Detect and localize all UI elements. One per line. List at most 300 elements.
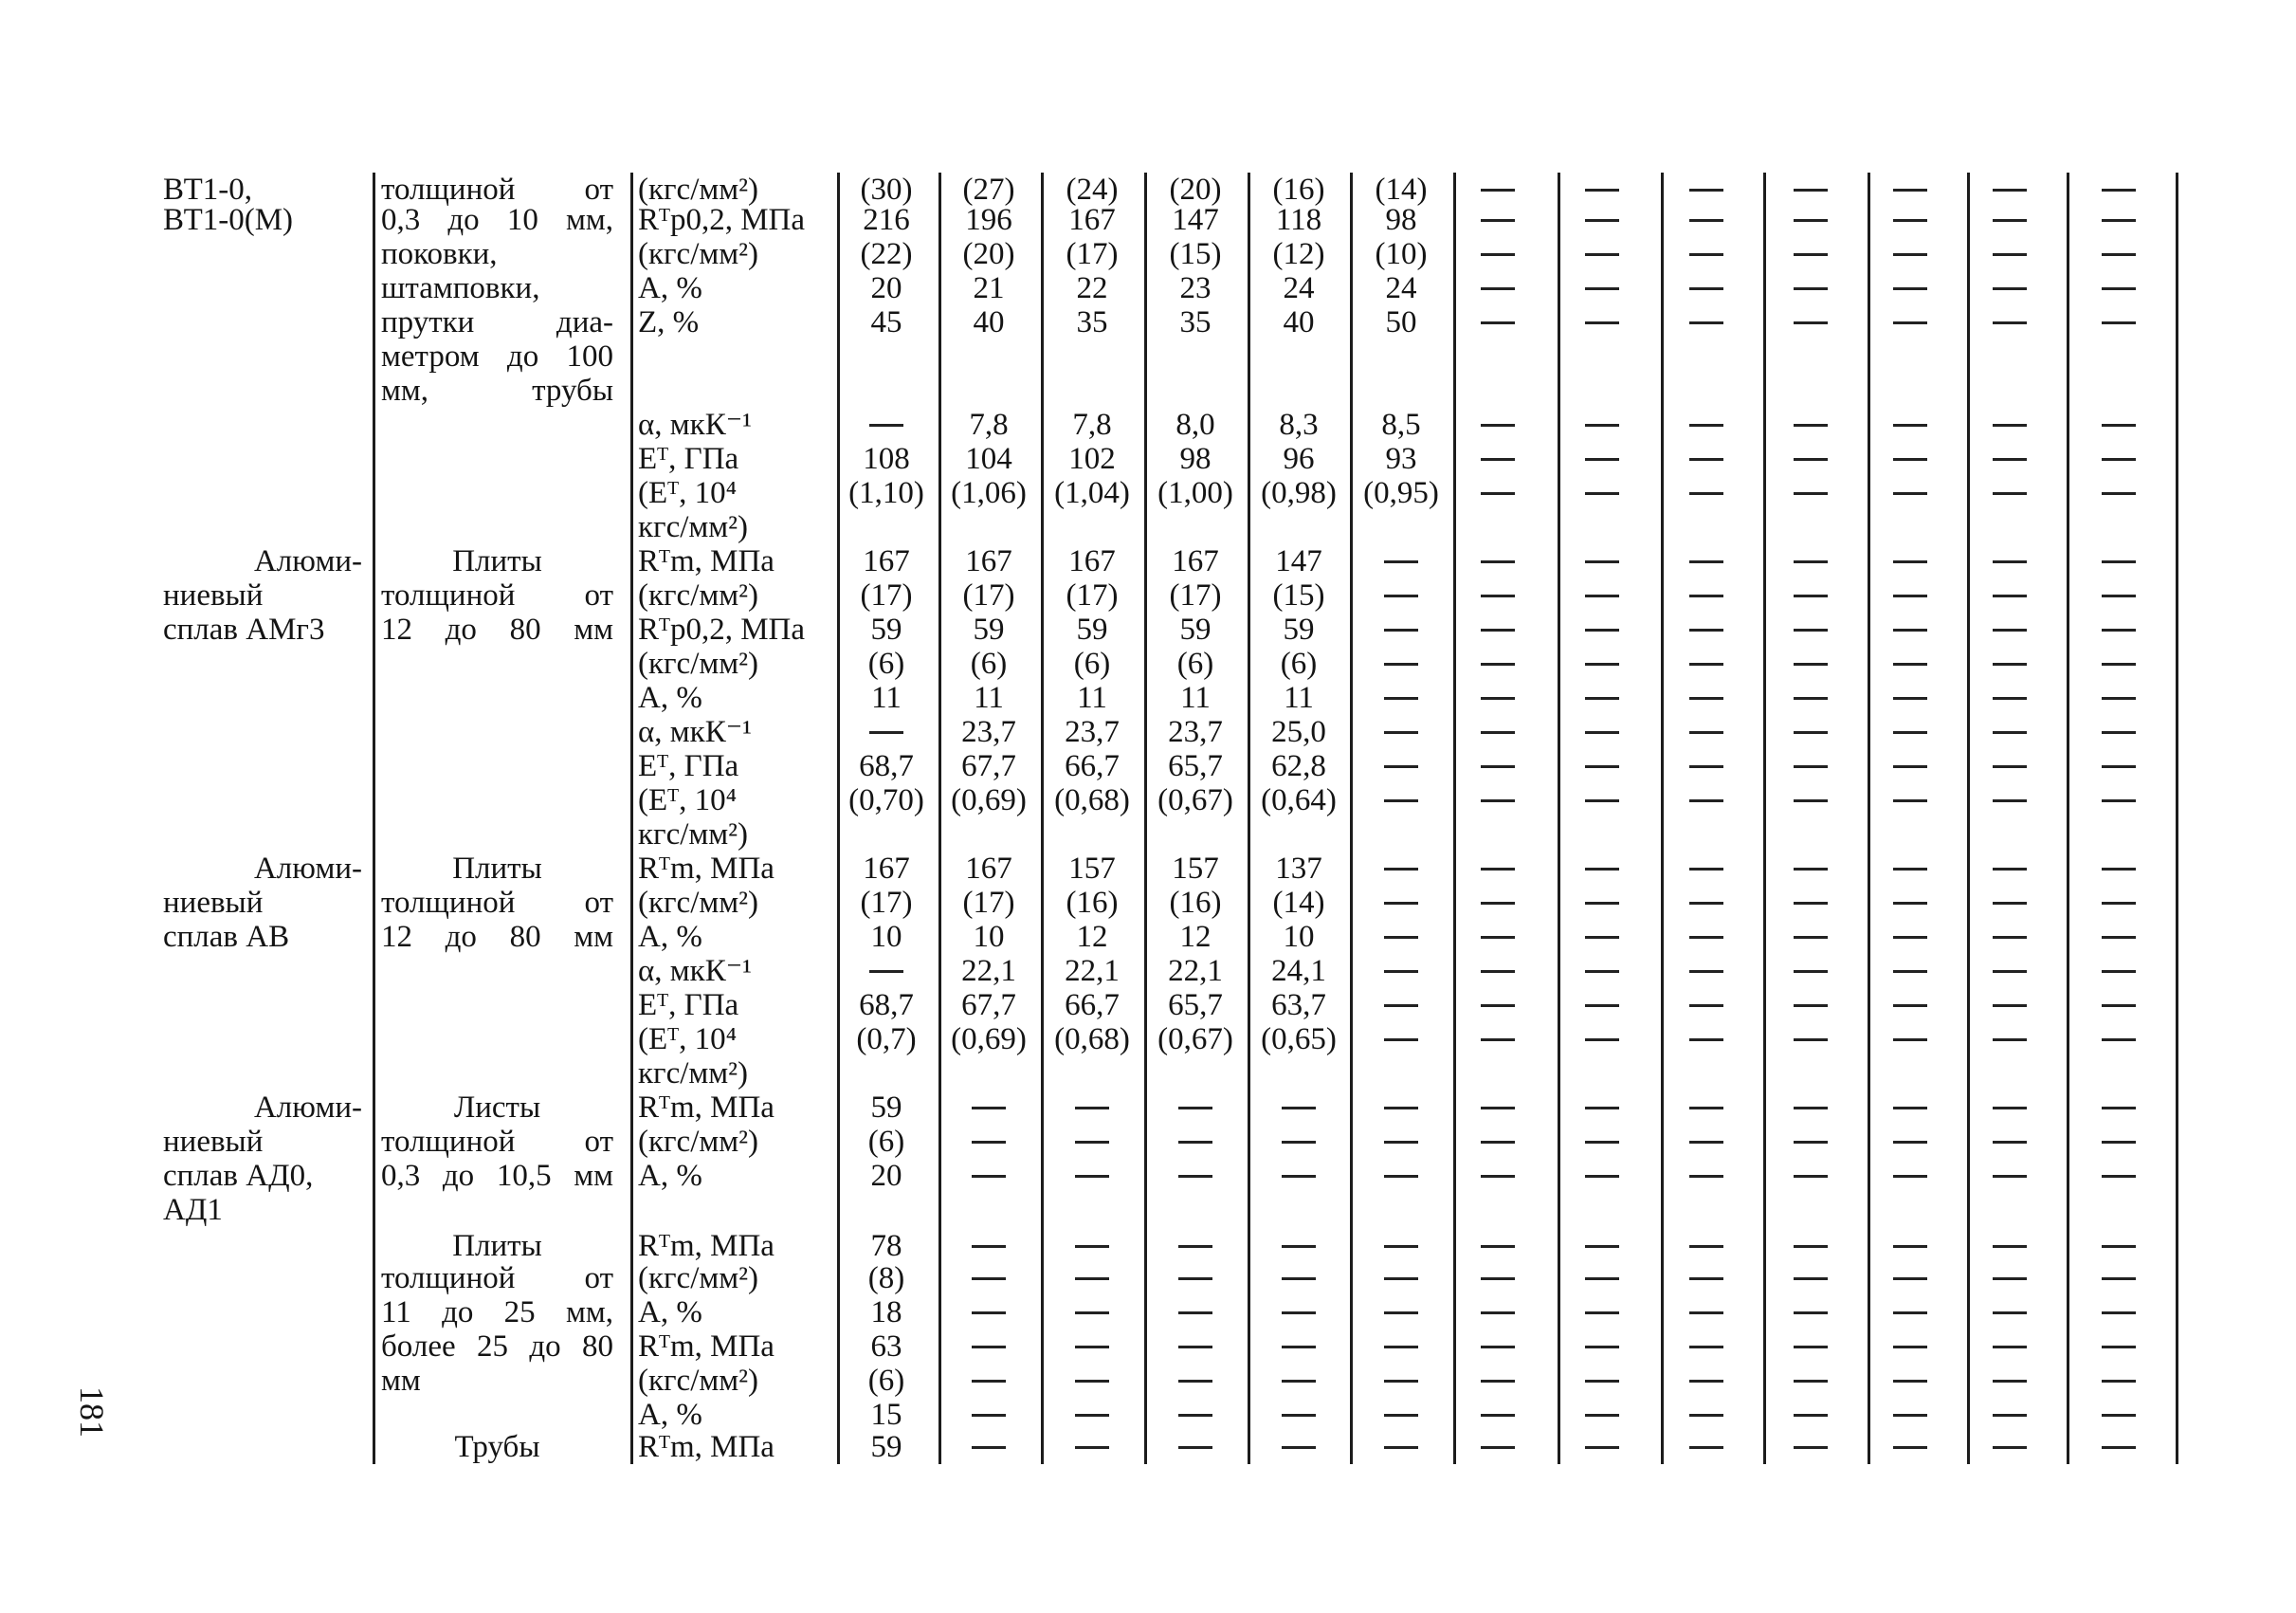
empty-value-dash (2102, 1107, 2136, 1109)
empty-value-dash (1481, 595, 1515, 597)
empty-value-dash (1481, 1004, 1515, 1007)
empty-value-dash (1689, 321, 1723, 324)
value-cell: 102 (1068, 442, 1116, 476)
property-cell: A, % (638, 681, 702, 715)
empty-value-dash (869, 731, 903, 734)
description-cell (381, 1022, 613, 1056)
empty-value-dash (1481, 936, 1515, 939)
description-cell: толщиной от (381, 173, 613, 207)
value-cell: (17) (962, 886, 1015, 920)
value-cell: 167 (1068, 544, 1116, 578)
empty-value-dash (2102, 560, 2136, 563)
empty-value-dash (1075, 1414, 1109, 1417)
material-cell: ниевый (163, 1125, 264, 1159)
material-cell (163, 1295, 362, 1329)
empty-value-dash (1384, 1414, 1418, 1417)
value-cell: 167 (1172, 544, 1219, 578)
empty-value-dash (1481, 1175, 1515, 1178)
empty-value-dash (1481, 765, 1515, 768)
empty-value-dash (1993, 1311, 2027, 1314)
description-cell (381, 1193, 613, 1227)
value-cell: 22,1 (1168, 954, 1223, 988)
empty-value-dash (1282, 1446, 1316, 1449)
empty-value-dash (1585, 936, 1619, 939)
empty-value-dash (1794, 321, 1828, 324)
table-row (0, 783, 2296, 817)
empty-value-dash (2102, 868, 2136, 871)
empty-value-dash (1993, 799, 2027, 802)
table-row (0, 647, 2296, 681)
material-cell (163, 954, 362, 988)
material-cell (163, 783, 362, 817)
empty-value-dash (1282, 1245, 1316, 1248)
value-cell: 8,0 (1175, 408, 1215, 442)
empty-value-dash (1585, 219, 1619, 222)
table-row (0, 1022, 2296, 1056)
empty-value-dash (1993, 1141, 2027, 1144)
empty-value-dash (1481, 970, 1515, 973)
value-cell: (6) (1280, 647, 1318, 681)
empty-value-dash (1481, 1277, 1515, 1280)
empty-value-dash (1585, 560, 1619, 563)
empty-value-dash (1178, 1175, 1212, 1178)
description-cell: Трубы (454, 1430, 540, 1464)
empty-value-dash (1689, 765, 1723, 768)
empty-value-dash (1893, 1107, 1927, 1109)
empty-value-dash (1689, 492, 1723, 495)
property-cell (638, 339, 828, 374)
table-row (0, 988, 2296, 1022)
empty-value-dash (1689, 560, 1723, 563)
empty-value-dash (1282, 1380, 1316, 1383)
empty-value-dash (2102, 1380, 2136, 1383)
empty-value-dash (1794, 731, 1828, 734)
empty-value-dash (1178, 1141, 1212, 1144)
empty-value-dash (1481, 1346, 1515, 1348)
property-cell: A, % (638, 920, 702, 954)
empty-value-dash (1993, 663, 2027, 666)
empty-value-dash (1893, 219, 1927, 222)
empty-value-dash (1689, 868, 1723, 871)
material-cell: сплав АМг3 (163, 613, 325, 647)
material-cell (163, 271, 362, 305)
empty-value-dash (1993, 560, 2027, 563)
empty-value-dash (1794, 629, 1828, 632)
value-cell: 7,8 (1072, 408, 1112, 442)
empty-value-dash (1481, 492, 1515, 495)
table-row (0, 715, 2296, 749)
value-cell: 216 (863, 203, 910, 237)
empty-value-dash (1794, 1245, 1828, 1248)
empty-value-dash (1481, 902, 1515, 905)
value-cell: (17) (860, 886, 913, 920)
material-cell (163, 681, 362, 715)
empty-value-dash (1893, 731, 1927, 734)
table-row (0, 1430, 2296, 1464)
empty-value-dash (1384, 799, 1418, 802)
empty-value-dash (2102, 458, 2136, 461)
value-cell: 59 (870, 1430, 902, 1464)
material-cell: Алюми- (253, 852, 362, 886)
material-cell (163, 1364, 362, 1398)
empty-value-dash (1893, 765, 1927, 768)
value-cell: (1,06) (951, 476, 1027, 510)
table-row (0, 271, 2296, 305)
empty-value-dash (2102, 629, 2136, 632)
empty-value-dash (1689, 424, 1723, 427)
value-cell: 24 (1385, 271, 1417, 305)
description-cell (381, 647, 613, 681)
empty-value-dash (1893, 1311, 1927, 1314)
empty-value-dash (1585, 970, 1619, 973)
empty-value-dash (1384, 1107, 1418, 1109)
table-row (0, 1229, 2296, 1263)
description-cell (381, 783, 613, 817)
material-cell (163, 442, 362, 476)
property-cell: (кгс/мм²) (638, 1261, 759, 1295)
empty-value-dash (1384, 560, 1418, 563)
empty-value-dash (2102, 1245, 2136, 1248)
empty-value-dash (1282, 1311, 1316, 1314)
empty-value-dash (1993, 936, 2027, 939)
property-cell: (кгс/мм²) (638, 1364, 759, 1398)
empty-value-dash (1282, 1414, 1316, 1417)
empty-value-dash (1178, 1380, 1212, 1383)
empty-value-dash (1585, 1414, 1619, 1417)
value-cell: 62,8 (1271, 749, 1326, 783)
empty-value-dash (1893, 321, 1927, 324)
description-cell: штамповки, (381, 271, 540, 305)
empty-value-dash (1585, 902, 1619, 905)
description-cell: мм, трубы (381, 374, 613, 408)
table-row (0, 681, 2296, 715)
value-cell: (27) (962, 173, 1015, 207)
empty-value-dash (972, 1175, 1006, 1178)
empty-value-dash (1481, 697, 1515, 700)
empty-value-dash (869, 424, 903, 427)
table-row (0, 578, 2296, 613)
value-cell: 12 (1179, 920, 1212, 954)
empty-value-dash (1893, 1038, 1927, 1041)
empty-value-dash (1689, 731, 1723, 734)
value-cell: 147 (1275, 544, 1322, 578)
empty-value-dash (1794, 1004, 1828, 1007)
value-cell: 108 (863, 442, 910, 476)
empty-value-dash (2102, 1141, 2136, 1144)
empty-value-dash (1794, 1346, 1828, 1348)
empty-value-dash (1585, 799, 1619, 802)
empty-value-dash (1993, 1004, 2027, 1007)
empty-value-dash (1893, 868, 1927, 871)
empty-value-dash (1893, 1414, 1927, 1417)
empty-value-dash (2102, 189, 2136, 192)
value-cell: 66,7 (1065, 749, 1120, 783)
empty-value-dash (1075, 1380, 1109, 1383)
empty-value-dash (1384, 1141, 1418, 1144)
empty-value-dash (1993, 1414, 2027, 1417)
value-cell: (0,69) (951, 1022, 1027, 1056)
description-cell (381, 1056, 613, 1091)
empty-value-dash (1585, 731, 1619, 734)
value-cell: 11 (1077, 681, 1107, 715)
value-cell: (16) (1066, 886, 1119, 920)
empty-value-dash (1075, 1107, 1109, 1109)
description-cell: мм (381, 1364, 421, 1398)
empty-value-dash (1893, 424, 1927, 427)
material-cell (163, 374, 362, 408)
description-cell (381, 476, 613, 510)
property-cell: α, мкК⁻¹ (638, 954, 753, 988)
empty-value-dash (1481, 731, 1515, 734)
empty-value-dash (1384, 595, 1418, 597)
empty-value-dash (972, 1380, 1006, 1383)
empty-value-dash (1794, 663, 1828, 666)
value-cell: 65,7 (1168, 988, 1223, 1022)
material-cell (163, 1430, 362, 1464)
value-cell: 59 (973, 613, 1005, 647)
property-cell: Eᵀ, ГПа (638, 749, 739, 783)
property-cell: Rᵀm, МПа (638, 1430, 774, 1464)
value-cell: 196 (965, 203, 1012, 237)
table-row (0, 1056, 2296, 1091)
material-cell: АД1 (163, 1193, 223, 1227)
value-cell: (8) (867, 1261, 905, 1295)
empty-value-dash (1178, 1446, 1212, 1449)
value-cell: 15 (870, 1398, 902, 1432)
empty-value-dash (1893, 1446, 1927, 1449)
empty-value-dash (1689, 253, 1723, 256)
material-cell (163, 305, 362, 339)
material-cell (163, 339, 362, 374)
empty-value-dash (869, 970, 903, 973)
value-cell: 22,1 (1065, 954, 1120, 988)
empty-value-dash (1481, 458, 1515, 461)
value-cell: 66,7 (1065, 988, 1120, 1022)
value-cell: (0,69) (951, 783, 1027, 817)
empty-value-dash (2102, 492, 2136, 495)
empty-value-dash (1585, 1141, 1619, 1144)
value-cell: 98 (1385, 203, 1417, 237)
description-cell (381, 681, 613, 715)
value-cell: 59 (870, 1091, 902, 1125)
property-cell: A, % (638, 271, 702, 305)
empty-value-dash (1993, 492, 2027, 495)
empty-value-dash (1689, 1107, 1723, 1109)
table-row (0, 1398, 2296, 1432)
value-cell: (17) (1066, 237, 1119, 271)
empty-value-dash (1794, 424, 1828, 427)
property-cell: кгс/мм²) (638, 817, 749, 852)
property-cell: A, % (638, 1295, 702, 1329)
value-cell: 7,8 (969, 408, 1009, 442)
empty-value-dash (1585, 1380, 1619, 1383)
empty-value-dash (2102, 1311, 2136, 1314)
value-cell: 25,0 (1271, 715, 1326, 749)
value-cell: 93 (1385, 442, 1417, 476)
empty-value-dash (1585, 287, 1619, 290)
table-row (0, 408, 2296, 442)
empty-value-dash (1993, 1107, 2027, 1109)
table-row (0, 305, 2296, 339)
empty-value-dash (1178, 1245, 1212, 1248)
empty-value-dash (1384, 663, 1418, 666)
empty-value-dash (1384, 1038, 1418, 1041)
table-row (0, 237, 2296, 271)
table-row (0, 1159, 2296, 1193)
empty-value-dash (1585, 1107, 1619, 1109)
empty-value-dash (2102, 799, 2136, 802)
value-cell: 10 (870, 920, 902, 954)
value-cell: 167 (965, 852, 1012, 886)
value-cell: 167 (863, 544, 910, 578)
empty-value-dash (1794, 868, 1828, 871)
empty-value-dash (1993, 595, 2027, 597)
description-cell: поковки, (381, 237, 498, 271)
value-cell: (17) (962, 578, 1015, 613)
empty-value-dash (1794, 1038, 1828, 1041)
empty-value-dash (972, 1346, 1006, 1348)
value-cell: (17) (860, 578, 913, 613)
property-cell: Rᵀm, МПа (638, 1091, 774, 1125)
empty-value-dash (1993, 970, 2027, 973)
empty-value-dash (1689, 1141, 1723, 1144)
empty-value-dash (1481, 1446, 1515, 1449)
empty-value-dash (972, 1414, 1006, 1417)
empty-value-dash (1075, 1245, 1109, 1248)
empty-value-dash (1794, 560, 1828, 563)
empty-value-dash (1794, 1141, 1828, 1144)
property-cell: α, мкК⁻¹ (638, 408, 753, 442)
value-cell: (14) (1375, 173, 1428, 207)
value-cell: 63,7 (1271, 988, 1326, 1022)
empty-value-dash (1585, 1311, 1619, 1314)
empty-value-dash (1689, 970, 1723, 973)
empty-value-dash (1585, 765, 1619, 768)
empty-value-dash (1794, 1446, 1828, 1449)
property-cell: Rᵀm, МПа (638, 1229, 774, 1263)
property-cell: (кгс/мм²) (638, 578, 759, 613)
value-cell: 35 (1179, 305, 1212, 339)
empty-value-dash (1794, 765, 1828, 768)
empty-value-dash (2102, 424, 2136, 427)
property-cell: (кгс/мм²) (638, 647, 759, 681)
material-cell (163, 510, 362, 544)
empty-value-dash (1384, 970, 1418, 973)
empty-value-dash (1893, 697, 1927, 700)
empty-value-dash (1384, 1175, 1418, 1178)
empty-value-dash (1794, 189, 1828, 192)
empty-value-dash (1993, 458, 2027, 461)
property-cell: (кгс/мм²) (638, 173, 759, 207)
empty-value-dash (1384, 1277, 1418, 1280)
property-cell: (Eᵀ, 10⁴ (638, 1022, 738, 1056)
empty-value-dash (2102, 321, 2136, 324)
empty-value-dash (1993, 765, 2027, 768)
empty-value-dash (1993, 902, 2027, 905)
empty-value-dash (2102, 1346, 2136, 1348)
empty-value-dash (1689, 936, 1723, 939)
empty-value-dash (1585, 629, 1619, 632)
empty-value-dash (1481, 663, 1515, 666)
value-cell: 23,7 (1168, 715, 1223, 749)
table-row (0, 954, 2296, 988)
value-cell: 40 (973, 305, 1005, 339)
description-cell: 12 до 80 мм (381, 613, 613, 647)
empty-value-dash (1689, 287, 1723, 290)
value-cell: 23,7 (961, 715, 1016, 749)
value-cell: 167 (965, 544, 1012, 578)
empty-value-dash (2102, 595, 2136, 597)
empty-value-dash (1794, 697, 1828, 700)
value-cell: 8,3 (1279, 408, 1319, 442)
empty-value-dash (1481, 868, 1515, 871)
value-cell: (0,68) (1054, 783, 1130, 817)
value-cell: (0,95) (1363, 476, 1439, 510)
empty-value-dash (1585, 458, 1619, 461)
empty-value-dash (1384, 629, 1418, 632)
empty-value-dash (1075, 1446, 1109, 1449)
empty-value-dash (1893, 458, 1927, 461)
empty-value-dash (1585, 1038, 1619, 1041)
description-cell (381, 817, 613, 852)
empty-value-dash (1481, 799, 1515, 802)
value-cell: (22) (860, 237, 913, 271)
description-cell (381, 988, 613, 1022)
empty-value-dash (1893, 189, 1927, 192)
material-cell (163, 476, 362, 510)
empty-value-dash (1689, 1175, 1723, 1178)
empty-value-dash (1384, 1346, 1418, 1348)
empty-value-dash (972, 1277, 1006, 1280)
value-cell: (17) (1066, 578, 1119, 613)
empty-value-dash (1993, 1175, 2027, 1178)
empty-value-dash (1481, 1245, 1515, 1248)
property-cell: кгс/мм²) (638, 1056, 749, 1091)
value-cell: (12) (1272, 237, 1325, 271)
empty-value-dash (2102, 970, 2136, 973)
empty-value-dash (2102, 936, 2136, 939)
empty-value-dash (1585, 1277, 1619, 1280)
empty-value-dash (1481, 560, 1515, 563)
empty-value-dash (1481, 321, 1515, 324)
empty-value-dash (1893, 1380, 1927, 1383)
property-cell: Rᵀm, МПа (638, 1329, 774, 1364)
empty-value-dash (1282, 1277, 1316, 1280)
value-cell: 21 (973, 271, 1005, 305)
empty-value-dash (1384, 1311, 1418, 1314)
empty-value-dash (2102, 287, 2136, 290)
empty-value-dash (1384, 902, 1418, 905)
empty-value-dash (1384, 765, 1418, 768)
empty-value-dash (1178, 1311, 1212, 1314)
empty-value-dash (1282, 1141, 1316, 1144)
description-cell: Плиты (452, 852, 542, 886)
empty-value-dash (1893, 663, 1927, 666)
empty-value-dash (1794, 902, 1828, 905)
description-cell: толщиной от (381, 1125, 613, 1159)
empty-value-dash (1689, 1038, 1723, 1041)
empty-value-dash (1481, 189, 1515, 192)
empty-value-dash (1585, 1346, 1619, 1348)
value-cell: 98 (1179, 442, 1212, 476)
empty-value-dash (1585, 1175, 1619, 1178)
empty-value-dash (1993, 253, 2027, 256)
empty-value-dash (2102, 1175, 2136, 1178)
description-cell: прутки диа- (381, 305, 613, 339)
empty-value-dash (1481, 1038, 1515, 1041)
empty-value-dash (972, 1107, 1006, 1109)
value-cell: (15) (1169, 237, 1222, 271)
